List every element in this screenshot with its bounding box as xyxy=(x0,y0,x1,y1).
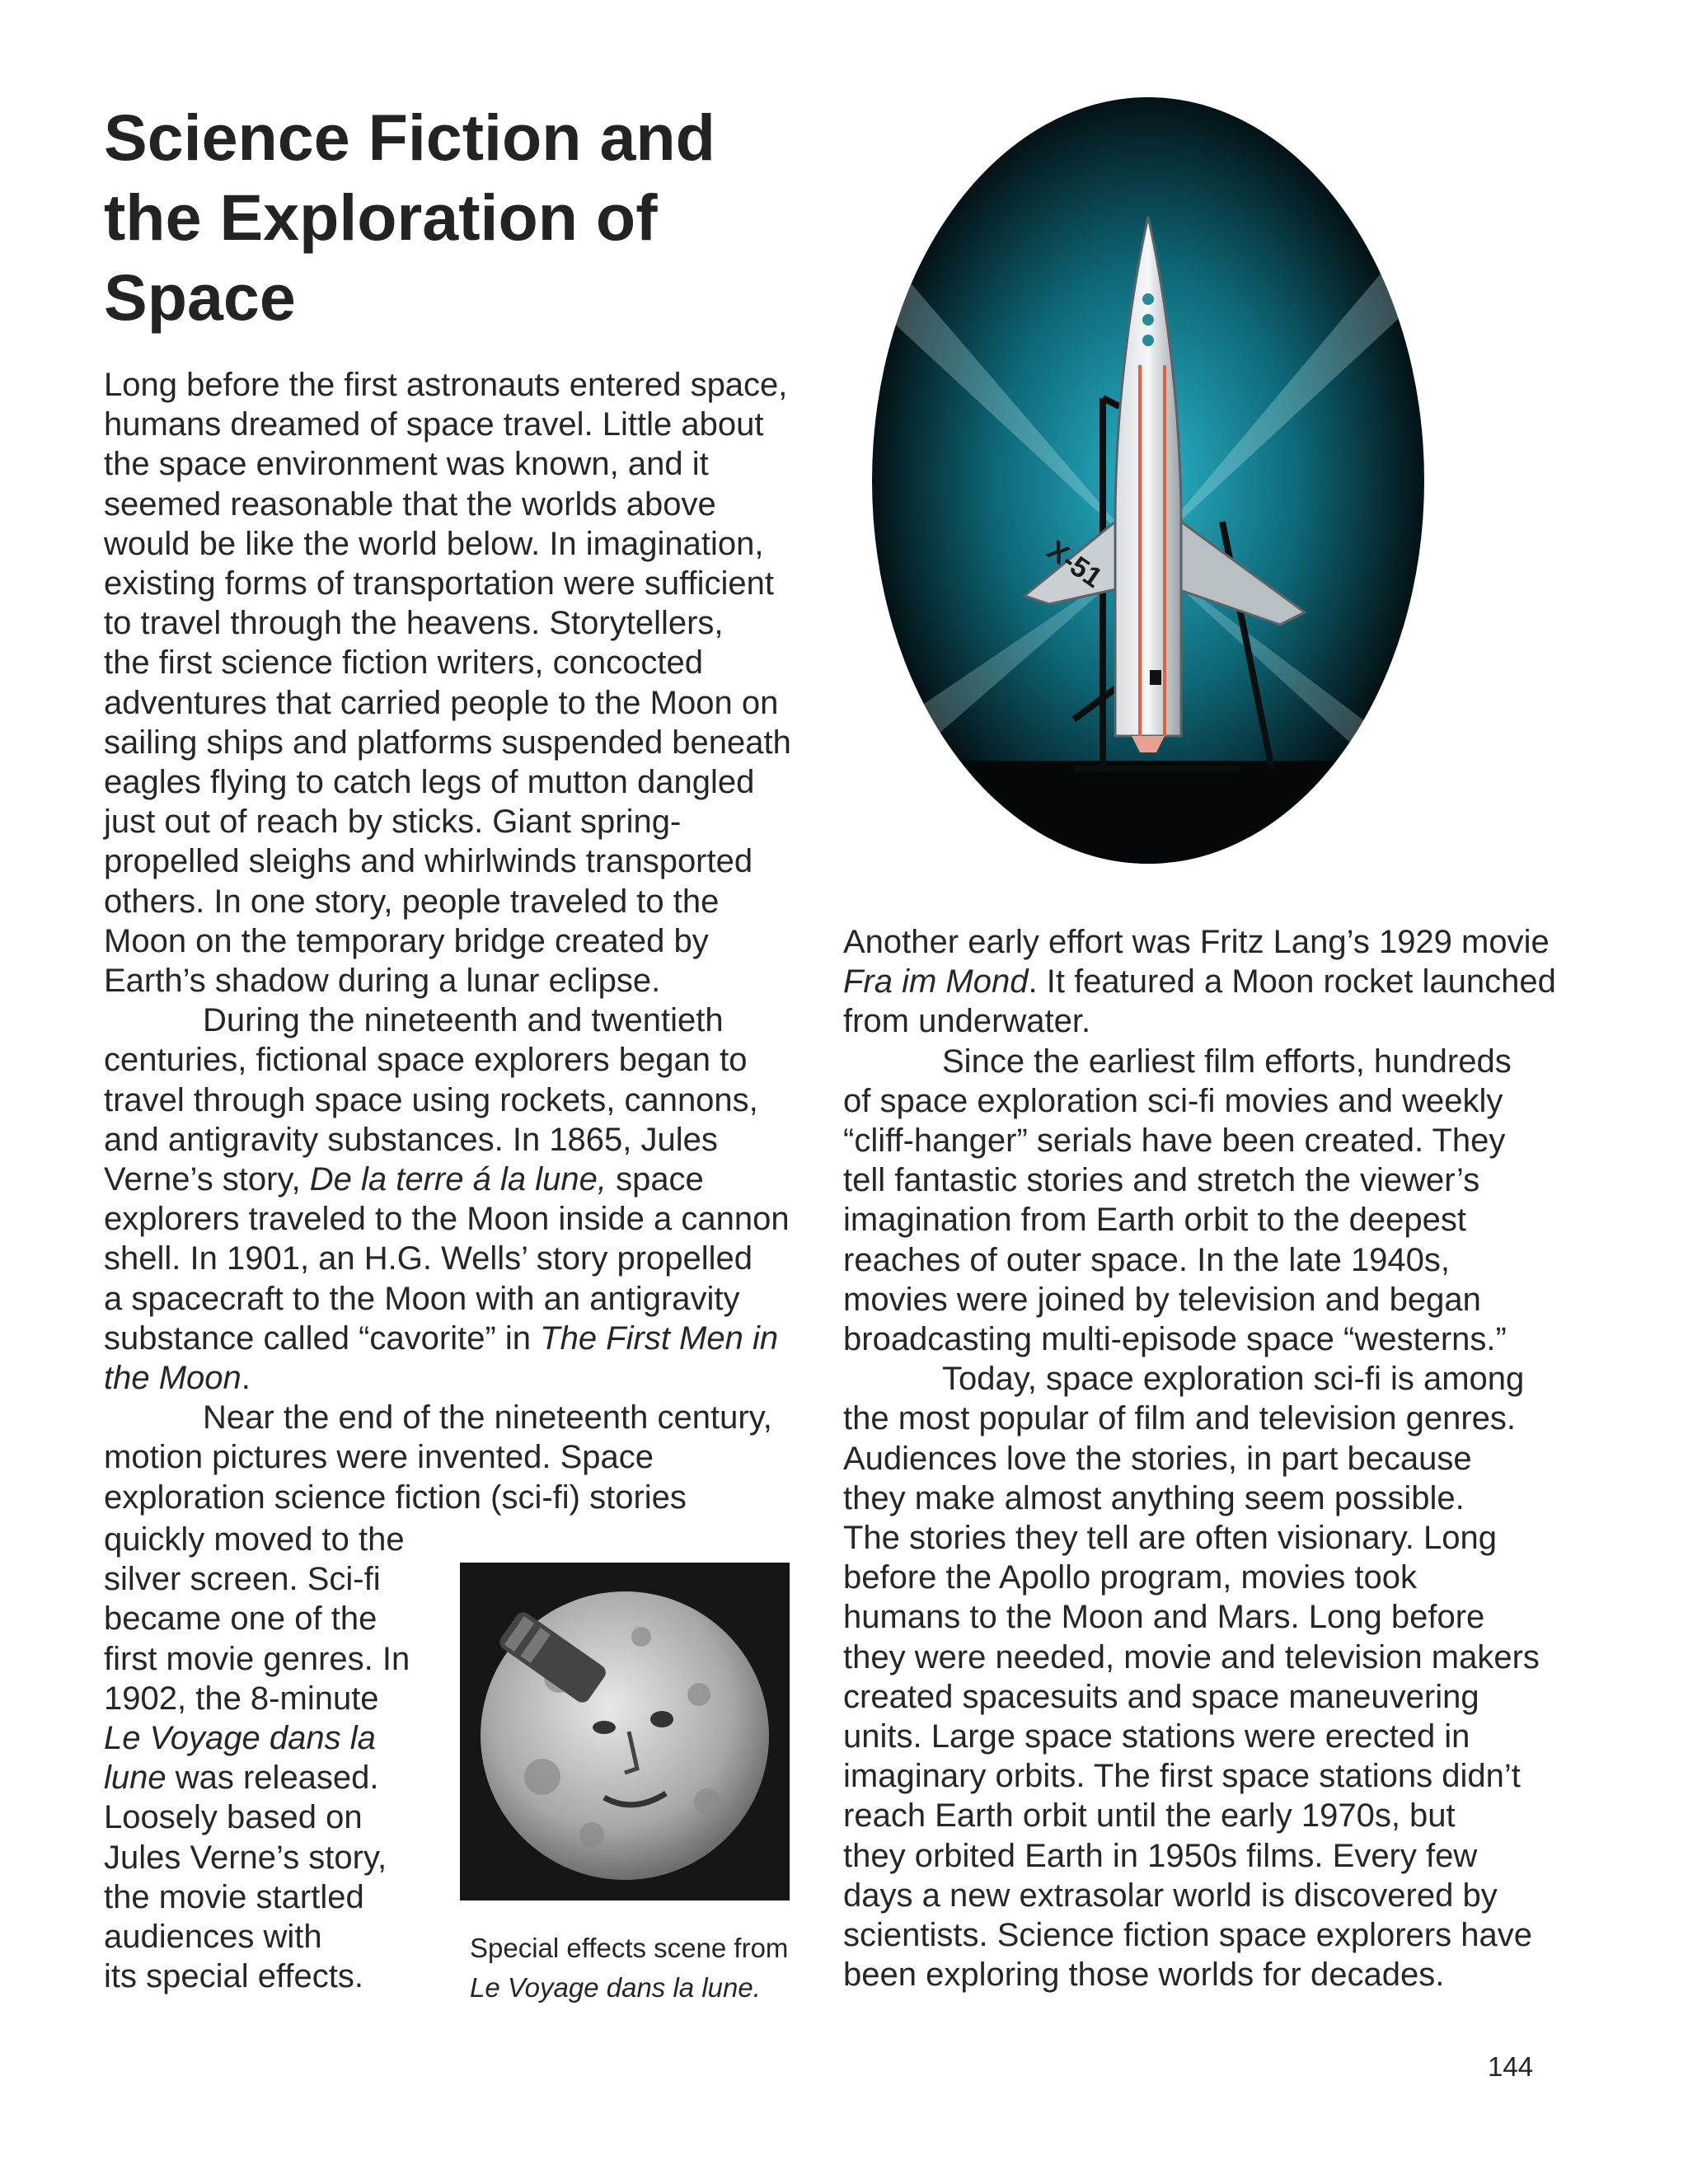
text-run: . xyxy=(241,1360,251,1397)
text-line: humans to the Moon and Mars. Long before xyxy=(843,1599,1485,1636)
text-line: shell. In 1901, an H.G. Wells’ story propelled xyxy=(104,1240,753,1277)
text-line: During the nineteenth and twentieth xyxy=(203,1002,724,1039)
text-line: humans dreamed of space travel. Little about xyxy=(104,406,764,443)
text-line: quickly moved to the xyxy=(104,1521,405,1558)
text-line: propelled sleighs and whirlwinds transported xyxy=(104,843,753,880)
text-line: Long before the first astronauts entered space, xyxy=(104,367,788,403)
page-title xyxy=(104,97,829,337)
text-line: centuries, fictional space explorers began to xyxy=(104,1042,748,1079)
photo-caption xyxy=(470,1929,816,2008)
text-line: motion pictures were invented. Space xyxy=(104,1439,654,1476)
book-title: the Moon xyxy=(104,1360,241,1397)
text-line: sailing ships and platforms suspended beneath xyxy=(104,724,791,761)
text-line: created spacesuits and space maneuvering xyxy=(843,1678,1479,1715)
rocket-hull-marking: X-51 xyxy=(1041,534,1109,594)
left-column xyxy=(104,365,829,1517)
caption-film-title: Le Voyage dans la lune. xyxy=(470,1972,761,2003)
text-run: . It featured a Moon rocket launched xyxy=(1028,963,1556,1001)
text-line: 1902, the 8-minute xyxy=(104,1680,379,1717)
book-title: De la terre á la lune, xyxy=(309,1161,607,1198)
text-line: to travel through the heavens. Storytellers, xyxy=(104,605,724,642)
text-line: would be like the world below. In imagination, xyxy=(104,525,764,562)
text-line: been exploring those worlds for decades. xyxy=(843,1957,1445,1994)
narrow-column xyxy=(104,1520,458,1996)
text-line: Today, space exploration sci-fi is among xyxy=(942,1361,1525,1398)
text-line: just out of reach by sticks. Giant spring- xyxy=(104,804,682,841)
page-number: 144 xyxy=(1488,2051,1534,2082)
moon-film-still xyxy=(460,1563,790,1900)
text-line: adventures that carried people to the Moon on xyxy=(104,684,779,721)
text-run: Verne’s story, xyxy=(104,1161,310,1198)
text-line: its special effects. xyxy=(104,1958,363,1995)
title-line: Space xyxy=(104,260,296,334)
text-line: “cliff-hanger” serials have been created. They xyxy=(843,1122,1506,1160)
text-line: first movie genres. In xyxy=(104,1640,410,1677)
text-line: a spacecraft to the Moon with an antigravity xyxy=(104,1280,740,1317)
text-line: Loosely based on xyxy=(104,1799,363,1836)
text-line: of space exploration sci-fi movies and weekly xyxy=(843,1082,1503,1119)
text-line: broadcasting multi-episode space “westerns.” xyxy=(843,1321,1507,1358)
text-line: they were needed, movie and television makers xyxy=(843,1638,1540,1675)
text-line: others. In one story, people traveled to the xyxy=(104,883,720,920)
film-title: Fra im Mond xyxy=(843,963,1029,1001)
text-line: existing forms of transportation were sufficient xyxy=(104,565,774,602)
text-line xyxy=(104,1358,829,1398)
text-line xyxy=(104,1160,829,1199)
rocket-illustration xyxy=(868,93,1428,868)
text-line: travel through space using rockets, cannons, xyxy=(104,1081,758,1118)
text-line: the first science fiction writers, concocted xyxy=(104,644,703,682)
text-line: reach Earth orbit until the early 1970s, but xyxy=(843,1797,1456,1835)
text-run: space xyxy=(606,1161,704,1198)
text-line: days a new extrasolar world is discovered by xyxy=(843,1877,1498,1914)
text-line: explorers traveled to the Moon inside a cannon xyxy=(104,1201,790,1238)
text-line: Jules Verne’s story, xyxy=(104,1839,387,1876)
text-line xyxy=(104,1718,458,1758)
film-title: Le Voyage dans la xyxy=(104,1720,376,1757)
text-line: units. Large space stations were erected in xyxy=(843,1718,1470,1755)
right-column xyxy=(843,922,1601,1994)
text-line: the movie startled xyxy=(104,1878,364,1915)
text-line: scientists. Science fiction space explorers have xyxy=(843,1917,1532,1954)
text-line: before the Apollo program, movies took xyxy=(843,1559,1417,1596)
text-line: The stories they tell are often visionary. Long xyxy=(843,1520,1498,1557)
text-line: Audiences love the stories, in part because xyxy=(843,1440,1472,1477)
text-line: Near the end of the nineteenth century, xyxy=(203,1399,772,1436)
text-line: eagles flying to catch legs of mutton dangled xyxy=(104,764,755,801)
text-line: Another early effort was Fritz Lang’s 1929 movie xyxy=(843,924,1550,960)
text-line: became one of the xyxy=(104,1601,377,1638)
text-line: imaginary orbits. The first space stations didn’t xyxy=(843,1758,1521,1795)
text-run: was released. xyxy=(166,1760,379,1797)
text-line: they orbited Earth in 1950s films. Every few xyxy=(843,1837,1478,1874)
text-line: they make almost anything seem possible. xyxy=(843,1479,1465,1516)
book-title: The First Men in xyxy=(540,1319,779,1357)
text-line: and antigravity substances. In 1865, Jules xyxy=(104,1121,718,1158)
text-line: from underwater. xyxy=(843,1003,1091,1040)
text-line xyxy=(104,1758,458,1797)
text-line: Since the earliest film efforts, hundreds xyxy=(942,1043,1512,1080)
film-title: lune xyxy=(104,1760,166,1797)
caption-line: Special effects scene from xyxy=(470,1933,789,1963)
text-line: Moon on the temporary bridge created by xyxy=(104,922,709,959)
text-line: imagination from Earth orbit to the deepest xyxy=(843,1202,1466,1239)
text-line xyxy=(104,1319,829,1358)
text-line: the space environment was known, and it xyxy=(104,446,709,483)
text-line: Earth’s shadow during a lunar eclipse. xyxy=(104,963,661,1000)
text-line: exploration science fiction (sci-fi) stories xyxy=(104,1479,687,1516)
text-line: movies were joined by television and began xyxy=(843,1281,1481,1318)
text-line: tell fantastic stories and stretch the viewer’s xyxy=(843,1162,1480,1199)
text-line xyxy=(843,962,1601,1001)
text-line: silver screen. Sci-fi xyxy=(104,1561,381,1598)
text-line: seemed reasonable that the worlds above xyxy=(104,485,716,523)
text-line: audiences with xyxy=(104,1919,322,1956)
text-line: reaches of outer space. In the late 1940s, xyxy=(843,1241,1451,1278)
title-line: Science Fiction and xyxy=(104,101,715,174)
text-line: the most popular of film and television genres. xyxy=(843,1400,1516,1437)
text-run: substance called “cavorite” in xyxy=(104,1319,541,1357)
title-line: the Exploration of xyxy=(104,180,658,254)
